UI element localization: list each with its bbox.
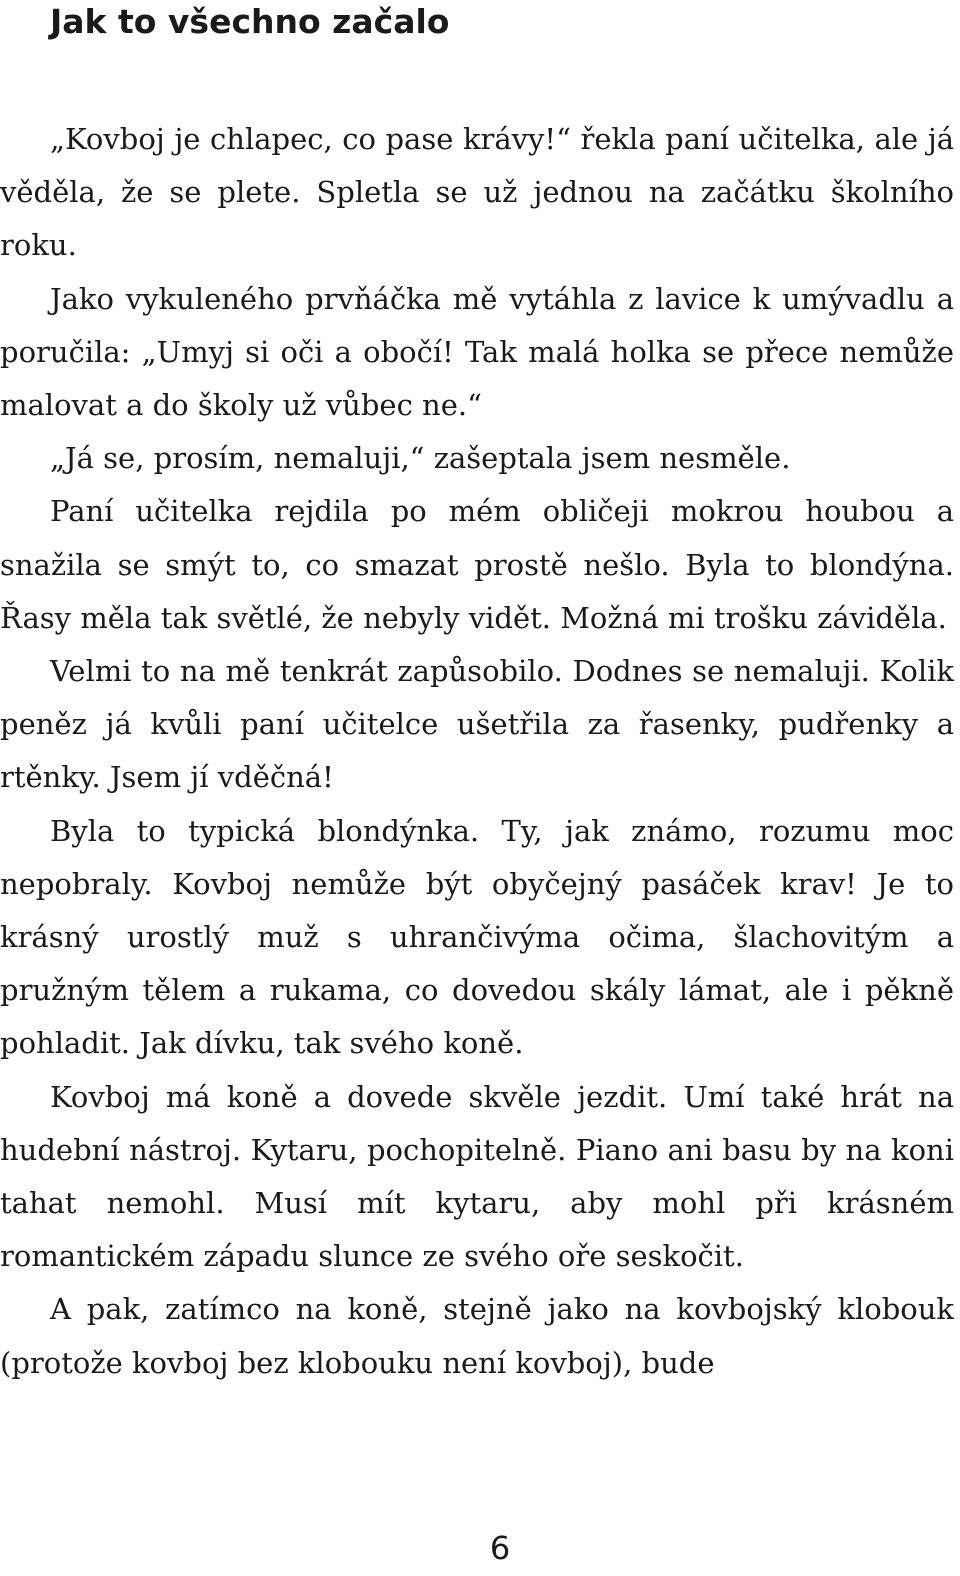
paragraph: Byla to typická blondýnka. Ty, jak známo, rozumu moc nepobraly. Kovboj nemůže být obyčejný pasáček krav! Je to krásný urostlý muž s uhrančivýma očima, šlachovitým a pružným tělem a rukama, co dovedou skály lámat, ale i pěkně pohladit. Jak dívku, tak svého koně. <box>0 813 954 1061</box>
paragraph: A pak, zatímco na koně, stejně jako na kovbojský klobouk (protože kovboj bez klobouku není kovboj), bude <box>0 1292 954 1380</box>
paragraph: Kovboj má koně a dovede skvěle jezdit. Umí také hrát na hudební nástroj. Kytaru, pochopitelně. Piano ani basu by na koni tahat nemohl. Musí mít kytaru, aby mohl při krásném romantickém západu slunce ze svého oře seskočit. <box>0 1079 954 1274</box>
paragraph: Paní učitelka rejdila po mém obličeji mokrou houbou a snažila se smýt to, co smazat prostě nešlo. Byla to blondýna. Řasy měla tak světlé, že nebyly vidět. Možná mi trošku záviděla. <box>0 494 954 635</box>
paragraph: „Já se, prosím, nemaluji,“ zašeptala jsem nesměle. <box>50 441 791 476</box>
paragraph: Velmi to na mě tenkrát zapůsobilo. Dodnes se nemaluji. Kolik peněz já kvůli paní učitelce ušetřila za řasenky, pudřenky a rtěnky. Jsem jí vděčná! <box>0 654 954 795</box>
page-number: 6 <box>489 1529 511 1567</box>
body-text <box>0 113 954 1390</box>
chapter-title: Jak to všechno začalo <box>50 2 450 41</box>
paragraph: Jako vykuleného prvňáčka mě vytáhla z lavice k umývadlu a poručila: „Umyj si oči a obočí! Tak malá holka se přece nemůže malovat a do školy už vůbec ne.“ <box>0 281 954 423</box>
paragraph: „Kovboj je chlapec, co pase krávy!“ řekla paní učitelka, ale já věděla, že se plete. Spletla se už jednou na začátku školního roku. <box>0 122 954 263</box>
